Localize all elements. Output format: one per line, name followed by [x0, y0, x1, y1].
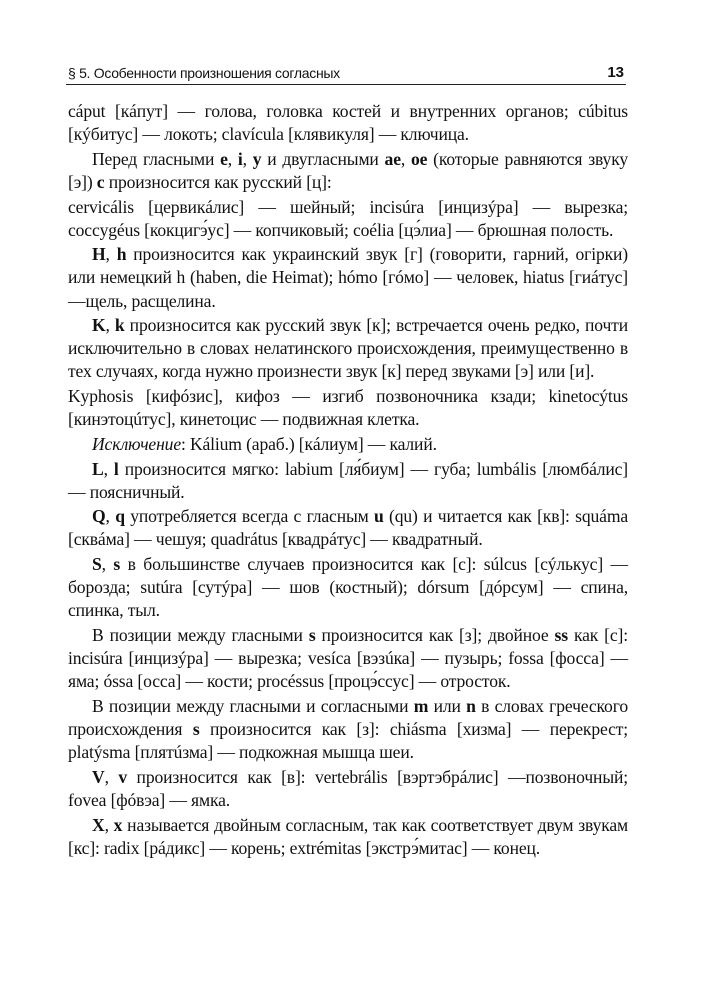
text-run: или [428, 695, 467, 716]
paragraph [68, 243, 628, 312]
text-run: , [242, 148, 253, 169]
text-run: произносится как русский звук [к]; встречается очень редко, почти исключительно в словах нелатинского происхождения, преимущественно в тех случаях, когда нужно произнести звук [к] перед звуками [э] или [и]. [68, 315, 628, 382]
bold-term: ae [384, 148, 401, 169]
bold-term: V [92, 766, 105, 787]
text-run: Kyphosis [кифóзис], кифоз — изгиб позвоночника кзади; kinetocýtus [кинэтоцúтус], кинетоцис — подвижная клетка. [68, 386, 628, 430]
text-run: в большинстве случаев произносится как [с]: súlcus [сýлькус] — борозда; sutúra [сутýра] — шов (костный); dórsum [дóрсум] — спина, спинка, тыл. [68, 554, 628, 621]
text-run: как [с]: incisúra [инцизýра] — вырезка; vesíca [вэзúка] — пузырь; fossa [фосса] — яма; óssa [осса] — кости; procéssus [процэ́ссус] — отросток. [68, 625, 628, 692]
text-run: и двугласными [261, 148, 385, 169]
paragraph [68, 505, 628, 551]
text-run: В позиции между гласными [92, 625, 309, 645]
text-run: Перед гласными [92, 148, 221, 169]
paragraph [68, 458, 628, 504]
text-run: , [105, 244, 117, 265]
bold-term: k [114, 315, 125, 336]
bold-term: m [413, 695, 429, 716]
bold-term: X [92, 814, 105, 835]
text-run: , [104, 766, 119, 787]
bold-term: K [92, 315, 106, 336]
paragraph [68, 385, 628, 431]
text-run: произносится мягко: labium [ля́биум] — губа; lumbális [люмбáлис] — поясничный. [68, 458, 629, 502]
bold-term: v [118, 766, 128, 787]
text-run: , [227, 148, 238, 169]
text-run: , [400, 148, 411, 169]
text-run: , [105, 506, 116, 527]
bold-term: oe [410, 148, 428, 169]
bold-term: L [92, 458, 104, 479]
text-run: (qu) и читается как [кв]: squáma [сквáма] — чешуя; quadrátus [квадрáтус] — квадратный. [68, 506, 629, 550]
bold-term: s [113, 554, 121, 575]
paragraph [68, 100, 628, 146]
text-run: , [101, 554, 114, 575]
body-text [68, 100, 628, 861]
bold-term: i [237, 148, 243, 169]
paragraph [68, 814, 628, 860]
bold-term: c [96, 171, 105, 192]
text-run: cáput [кáпут] — голова, головка костей и внутренних органов; cúbitus [кýбитус] — локоть; clavícula [клявикуля] — ключица. [68, 101, 628, 145]
text-run: произносится как [з]; двойное [315, 625, 555, 645]
text-run: : Kálium (араб.) [кáлиум] — калий. [180, 433, 437, 454]
bold-term: s [192, 718, 200, 739]
bold-term: l [113, 458, 119, 479]
text-run: cervicális [цервикáлис] — шейный; incisúra [инцизýра] — вырезка; coccygéus [кокцигэ́ус] — копчиковый; coélia [цэ́лиа] — брюшная полость. [68, 196, 628, 240]
text-run: произносится как украинский звук [г] (говорити, гарний, огірки) или немецкий h (haben, die Heimat); hómo [гóмо] — человек, hiatus [гиáтус] —щель, расщелина. [68, 244, 628, 311]
text-run: (которые равняются звуку [э]) [68, 148, 628, 192]
paragraph [68, 766, 628, 812]
bold-term: Q [92, 506, 106, 527]
section-title: § 5. Особенности произношения согласных [68, 65, 340, 81]
bold-term: n [466, 695, 476, 716]
bold-term: u [374, 506, 384, 527]
text-run: употребляется всегда с гласным [124, 506, 374, 527]
bold-term: y [252, 148, 262, 169]
text-run: произносится как [з]: chiásma [хизма] — перекрест; platýsma [плятúзма] — подкожная мышца шеи. [68, 718, 629, 763]
bold-term: q [115, 506, 125, 527]
paragraph [68, 624, 628, 693]
paragraph [68, 695, 628, 764]
paragraph [68, 148, 628, 194]
running-header [66, 62, 626, 85]
text-run: произносится как русский [ц]: [104, 171, 332, 192]
bold-term: h [116, 244, 127, 265]
page-number: 13 [607, 64, 624, 81]
text-run: произносится как [в]: vertebrális [вэртэбрáлис] —позвоночный; fovea [фóвэа] — ямка. [68, 766, 628, 810]
paragraph [68, 196, 628, 242]
paragraph [68, 433, 628, 456]
text-run: В позиции между гласными и согласными [92, 695, 414, 716]
bold-term: H [92, 244, 106, 265]
bold-term: e [220, 148, 228, 169]
bold-term: S [92, 554, 102, 575]
bold-term: s [308, 625, 316, 645]
paragraph [68, 553, 628, 622]
italic-label: Исключение [92, 433, 181, 454]
bold-term: ss [554, 625, 568, 645]
bold-term: x [113, 814, 123, 835]
text-run: в словах греческого происхождения [68, 695, 628, 739]
text-run: , [103, 458, 114, 479]
text-run: называется двойным согласным, так как соответствует двум звукам [кс]: radix [рáдикс] — корень; extrémitas [экстрэ́митас] — конец. [68, 814, 629, 858]
text-run: , [105, 315, 115, 336]
text-run: , [104, 814, 114, 835]
paragraph [68, 314, 628, 383]
